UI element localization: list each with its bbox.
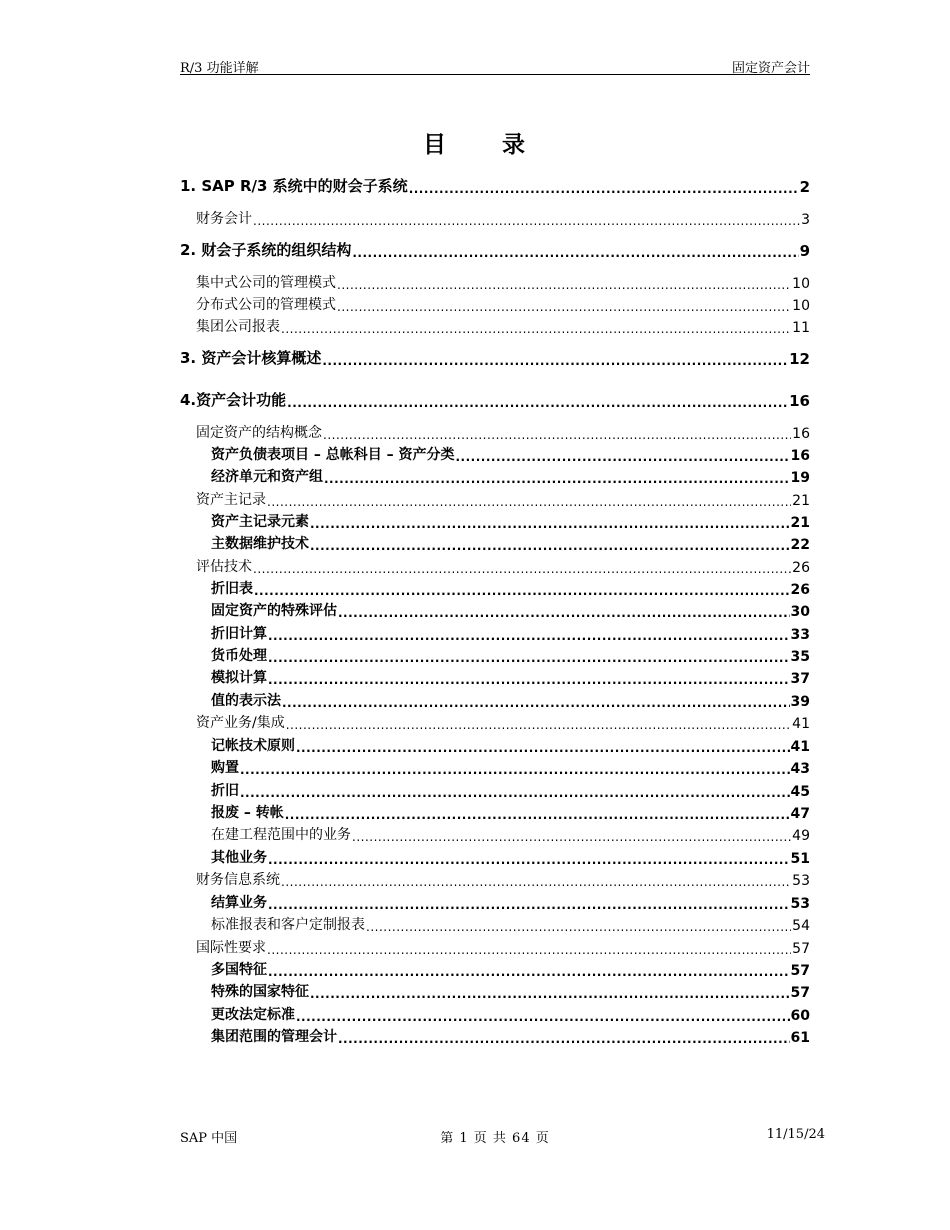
toc-entry-page: 61 — [790, 1030, 810, 1046]
toc-entry-title: 评估技术 — [196, 559, 252, 575]
toc-entry-title: 在建工程范围中的业务 — [211, 827, 351, 843]
toc-entry[interactable] — [180, 1026, 810, 1046]
toc-entry-page: 12 — [789, 350, 810, 368]
toc-entry-page: 45 — [790, 784, 810, 800]
toc-entry[interactable] — [180, 735, 810, 755]
toc-entry-page: 10 — [792, 298, 810, 314]
toc-entry-page: 41 — [790, 739, 810, 755]
toc-entry-page: 30 — [790, 604, 810, 620]
toc-entry[interactable] — [180, 645, 810, 665]
toc-dot-leader — [254, 584, 790, 598]
toc-entry-page: 57 — [792, 941, 810, 957]
toc-dot-leader — [296, 741, 790, 755]
toc-entry[interactable] — [180, 981, 810, 1001]
toc-entry[interactable] — [180, 444, 810, 464]
toc-dot-leader — [296, 1010, 790, 1024]
toc-entry-title: 集团公司报表 — [196, 319, 280, 335]
page-header — [180, 56, 810, 75]
toc-entry-page: 26 — [790, 582, 810, 598]
toc-entry-page: 19 — [790, 470, 810, 486]
toc-dot-leader — [310, 517, 790, 531]
toc-entry-title: 购置 — [211, 760, 239, 776]
toc-entry[interactable] — [180, 240, 810, 260]
footer-page-number: 第 1 页 共 64 页 — [440, 1131, 550, 1146]
toc-entry-page: 33 — [790, 627, 810, 643]
toc-entry-title: 1. SAP R/3 系统中的财会子系统 — [180, 177, 408, 195]
toc-dot-leader — [240, 763, 790, 777]
toc-dot-leader — [286, 718, 791, 732]
toc-entry-page: 53 — [792, 873, 810, 889]
toc-entry-page: 53 — [790, 896, 810, 912]
toc-entry-title: 财务会计 — [196, 211, 252, 227]
toc-dot-leader — [324, 472, 790, 486]
toc-entry-title: 更改法定标准 — [211, 1007, 295, 1023]
toc-dot-leader — [337, 278, 791, 292]
toc-entry-page: 22 — [790, 537, 810, 553]
toc-entry[interactable] — [180, 780, 810, 800]
toc-entry-title: 模拟计算 — [211, 670, 267, 686]
header-left-text: R/3 功能详解 — [180, 61, 259, 76]
toc-entry[interactable] — [180, 802, 810, 822]
toc-dot-leader — [268, 629, 790, 643]
toc-entry[interactable] — [180, 578, 810, 598]
toc-entry-title: 折旧计算 — [211, 626, 267, 642]
toc-entry-title: 集团范围的管理会计 — [211, 1029, 337, 1045]
toc-entry-page: 49 — [792, 828, 810, 844]
toc-dot-leader — [338, 606, 790, 620]
toc-entry-page: 47 — [790, 806, 810, 822]
toc-entry-title: 经济单元和资产组 — [211, 469, 323, 485]
toc-dot-leader — [338, 1032, 790, 1046]
page-footer — [180, 1127, 825, 1146]
toc-entry-page: 41 — [792, 716, 810, 732]
toc-entry-page: 21 — [790, 515, 810, 531]
toc-dot-leader — [366, 920, 791, 934]
toc-dot-leader — [352, 830, 791, 844]
toc-entry-page: 26 — [792, 560, 810, 576]
toc-entry-page: 35 — [790, 649, 810, 665]
toc-entry[interactable] — [180, 466, 810, 486]
toc-dot-leader — [267, 943, 791, 957]
toc-entry[interactable] — [180, 390, 810, 410]
toc-dot-leader — [322, 354, 788, 368]
toc-entry-title: 分布式公司的管理模式 — [196, 297, 336, 313]
toc-entry[interactable] — [180, 757, 810, 777]
toc-entry[interactable] — [180, 511, 810, 531]
toc-entry-title: 多国特征 — [211, 962, 267, 978]
toc-dot-leader — [352, 246, 798, 260]
toc-entry-title: 4.资产会计功能 — [180, 391, 287, 409]
toc-entry-page: 10 — [792, 276, 810, 292]
toc-entry-title: 其他业务 — [211, 850, 267, 866]
toc-entry-title: 固定资产的特殊评估 — [211, 603, 337, 619]
toc-entry-page: 16 — [790, 448, 810, 464]
toc-dot-leader — [268, 898, 790, 912]
toc-entry[interactable] — [180, 176, 810, 196]
footer-company: SAP 中国 — [180, 1131, 238, 1146]
toc-entry-page: 11 — [792, 320, 810, 336]
toc-dot-leader — [287, 396, 788, 410]
toc-entry-page: 16 — [792, 426, 810, 442]
toc-entry-page: 39 — [790, 694, 810, 710]
toc-entry[interactable] — [180, 294, 810, 314]
toc-dot-leader — [268, 853, 790, 867]
toc-entry-page: 54 — [792, 918, 810, 934]
toc-entry[interactable] — [180, 272, 810, 292]
toc-entry-page: 9 — [799, 242, 810, 260]
toc-entry[interactable] — [180, 712, 810, 732]
toc-entry-title: 财务信息系统 — [196, 872, 280, 888]
toc-dot-leader — [323, 428, 791, 442]
toc-entry-page: 2 — [799, 178, 810, 196]
toc-entry[interactable] — [180, 914, 810, 934]
toc-entry-title: 报废 – 转帐 — [211, 805, 284, 821]
toc-entry-title: 记帐技术原则 — [211, 738, 295, 754]
toc-entry-title: 折旧表 — [211, 581, 253, 597]
toc-entry-title: 国际性要求 — [196, 940, 266, 956]
toc-entry-title: 集中式公司的管理模式 — [196, 275, 336, 291]
toc-entry-title: 标准报表和客户定制报表 — [211, 917, 365, 933]
toc-dot-leader — [281, 875, 791, 889]
toc-entry[interactable] — [180, 847, 810, 867]
toc-entry-page: 16 — [789, 392, 810, 410]
toc-entry-title: 3. 资产会计核算概述 — [180, 349, 322, 367]
toc-entry[interactable] — [180, 422, 810, 442]
toc-entry-title: 资产负债表项目 – 总帐科目 – 资产分类 — [211, 447, 455, 463]
toc-dot-leader — [253, 214, 800, 228]
toc-dot-leader — [310, 539, 790, 553]
toc-dot-leader — [337, 300, 791, 314]
toc-entry-title: 资产主记录 — [196, 492, 266, 508]
toc-entry[interactable] — [180, 533, 810, 553]
toc-dot-leader — [281, 322, 791, 336]
toc-entry[interactable] — [180, 623, 810, 643]
toc-dot-leader — [285, 808, 790, 822]
toc-entry[interactable] — [180, 348, 810, 368]
toc-entry-page: 43 — [790, 761, 810, 777]
toc-entry[interactable] — [180, 208, 810, 228]
toc-entry[interactable] — [180, 690, 810, 710]
toc-entry[interactable] — [180, 824, 810, 844]
toc-entry[interactable] — [180, 1004, 810, 1024]
toc-dot-leader — [268, 965, 790, 979]
toc-dot-leader — [240, 786, 790, 800]
toc-entry[interactable] — [180, 556, 810, 576]
toc-entry-title: 货币处理 — [211, 648, 267, 664]
toc-dot-leader — [267, 495, 791, 509]
toc-title-char-2: 录 — [502, 132, 527, 158]
toc-entry-title: 资产业务/集成 — [196, 715, 285, 731]
toc-dot-leader — [456, 450, 790, 464]
toc-entry-title: 折旧 — [211, 783, 239, 799]
toc-entry-page: 37 — [790, 671, 810, 687]
toc-entry-title: 资产主记录元素 — [211, 514, 309, 530]
toc-title-char-1: 目 — [423, 132, 448, 158]
footer-date: 11/15/24 — [766, 1127, 825, 1142]
toc-entry-title: 固定资产的结构概念 — [196, 425, 322, 441]
toc-entry-title: 结算业务 — [211, 895, 267, 911]
toc-entry-title: 值的表示法 — [211, 693, 281, 709]
toc-dot-leader — [282, 696, 790, 710]
toc-entry-page: 21 — [792, 493, 810, 509]
toc-entry[interactable] — [180, 489, 810, 509]
toc-dot-leader — [268, 651, 790, 665]
toc-dot-leader — [409, 182, 799, 196]
header-right-text: 固定资产会计 — [731, 61, 810, 76]
toc-entry-page: 3 — [801, 212, 810, 228]
toc-entry[interactable] — [180, 600, 810, 620]
toc-entry-page: 57 — [790, 985, 810, 1001]
toc-dot-leader — [253, 562, 791, 576]
toc-entry-page: 51 — [790, 851, 810, 867]
toc-entry[interactable] — [180, 316, 810, 336]
toc-entry-page: 57 — [790, 963, 810, 979]
toc-entry[interactable] — [180, 892, 810, 912]
toc-entry[interactable] — [180, 869, 810, 889]
toc-dot-leader — [310, 987, 790, 1001]
toc-entry[interactable] — [180, 959, 810, 979]
toc-entry[interactable] — [180, 667, 810, 687]
toc-dot-leader — [268, 673, 790, 687]
toc-title — [0, 126, 950, 159]
toc-entry-page: 60 — [790, 1008, 810, 1024]
toc-entry-title: 特殊的国家特征 — [211, 984, 309, 1000]
toc-entry-title: 主数据维护技术 — [211, 536, 309, 552]
toc-entry[interactable] — [180, 937, 810, 957]
toc-entry-title: 2. 财会子系统的组织结构 — [180, 241, 352, 259]
